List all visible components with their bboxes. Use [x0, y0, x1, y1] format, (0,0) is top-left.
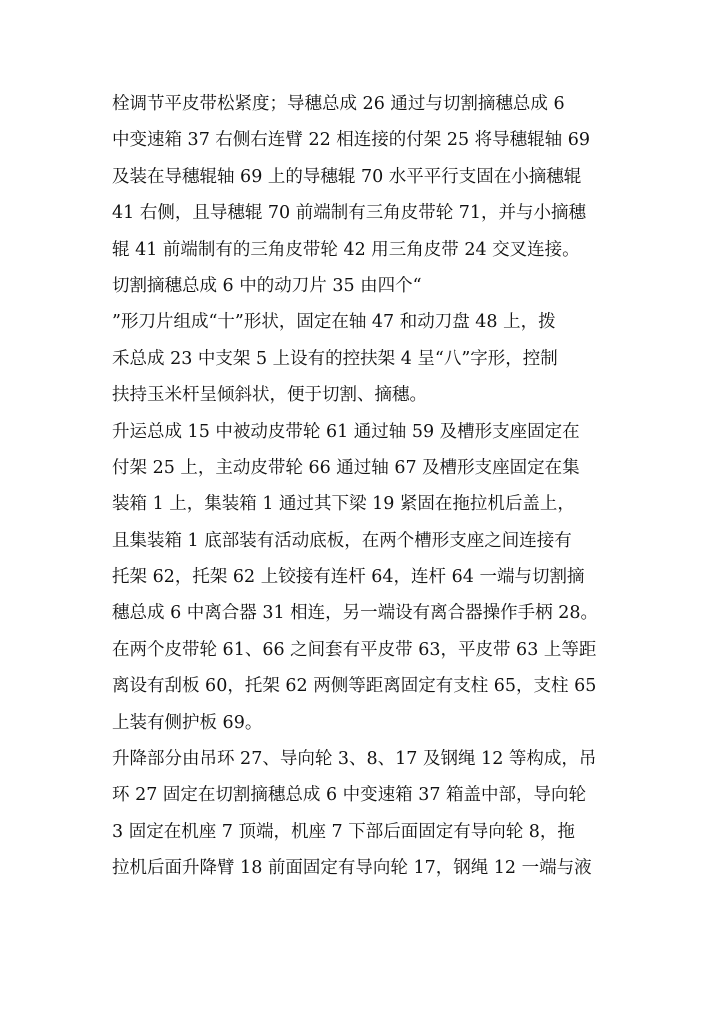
text-line: 在两个皮带轮 61、66 之间套有平皮带 63，平皮带 63 上等距 — [112, 639, 597, 660]
text-line: 41 右侧，且导穗辊 70 前端制有三角皮带轮 71，并与小摘穗 — [112, 203, 587, 224]
text-line: 辊 41 前端制有的三角皮带轮 42 用三角皮带 24 交叉连接。 — [112, 239, 580, 260]
text-line: 穗总成 6 中离合器 31 相连，另一端设有离合器操作手柄 28。 — [112, 603, 598, 624]
text-line: 拉机后面升降臂 18 前面固定有导向轮 17，钢绳 12 一端与液 — [112, 858, 592, 879]
text-line: 升降部分由吊环 27、导向轮 3、8、17 及钢绳 12 等构成，吊 — [112, 749, 597, 770]
text-line: 且集装箱 1 底部装有活动底板，在两个槽形支座之间连接有 — [112, 530, 572, 551]
text-line: ”形刀片组成“十”形状，固定在轴 47 和动刀盘 48 上，拨 — [112, 312, 556, 333]
text-line: 切割摘穗总成 6 中的动刀片 35 由四个“ — [112, 275, 422, 296]
text-line: 升运总成 15 中被动皮带轮 61 通过轴 59 及槽形支座固定在 — [112, 421, 580, 442]
text-line: 离设有刮板 60，托架 62 两侧等距离固定有支柱 65，支柱 65 — [112, 676, 597, 697]
text-line: 扶持玉米杆呈倾斜状，便于切割、摘穗。 — [112, 385, 427, 406]
text-line: 禾总成 23 中支架 5 上设有的控扶架 4 呈“八”字形，控制 — [112, 348, 558, 369]
text-line: 装箱 1 上，集装箱 1 通过其下梁 19 紧固在拖拉机后盖上， — [112, 494, 575, 515]
text-line: 上装有侧护板 69。 — [112, 712, 263, 733]
body-text — [112, 86, 612, 887]
text-line: 中变速箱 37 右侧右连臂 22 相连接的付架 25 将导穗辊轴 69 — [112, 130, 591, 151]
text-line: 及装在导穗辊轴 69 上的导穗辊 70 水平平行支固在小摘穗辊 — [112, 166, 582, 187]
text-line: 托架 62，托架 62 上铰接有连杆 64，连杆 64 一端与切割摘 — [112, 567, 585, 588]
text-line: 3 固定在机座 7 顶端，机座 7 下部后面固定有导向轮 8，拖 — [112, 821, 575, 842]
text-line: 栓调节平皮带松紧度；导穗总成 26 通过与切割摘穗总成 6 — [112, 94, 565, 114]
text-line: 付架 25 上，主动皮带轮 66 通过轴 67 及槽形支座固定在集 — [112, 457, 580, 478]
text-line: 环 27 固定在切割摘穗总成 6 中变速箱 37 箱盖中部，导向轮 — [112, 785, 587, 806]
